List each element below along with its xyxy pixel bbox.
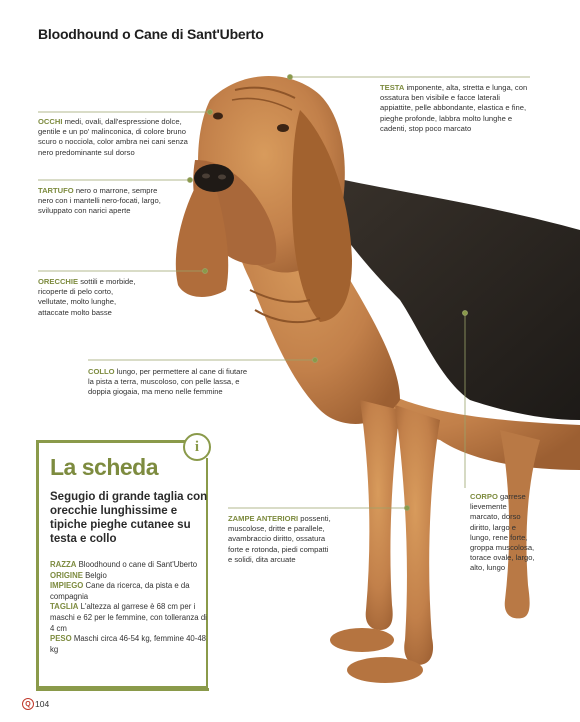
annotation-key: TARTUFO <box>38 186 74 195</box>
annotation-key: TESTA <box>380 83 405 92</box>
annotation-key: ORECCHIE <box>38 277 79 286</box>
annotation-text: imponente, alta, stretta e lunga, con ossatura ben visibile e facce laterali appiattite, pelle abbondante, elastica e fine, pieghe profonde, labbra molto lunghe e cadenti, stop poco marcato <box>380 83 528 133</box>
annotation-text: nero o marrone, sempre nero con i mantelli nero-focati, largo, sviluppato con narici aperte <box>38 186 161 216</box>
fact-impiego <box>50 581 208 602</box>
annotation-key: ZAMPE ANTERIORI <box>228 514 299 523</box>
fact-text: Maschi circa 46-54 kg, femmine 40-48 kg <box>50 634 207 654</box>
fact-key: PESO <box>50 634 72 644</box>
annotation-text: garrese lievemente marcato, dorso diritto, largo e lungo, rene forte, groppa muscolosa, torace ovale, largo, alto, lungo <box>470 492 535 573</box>
fact-peso <box>50 634 208 655</box>
fact-text: Cane da ricerca, da pista e da compagnia <box>50 581 190 601</box>
magazine-logo: Q <box>22 698 34 710</box>
annotation-key: OCCHI <box>38 117 63 126</box>
fact-key: RAZZA <box>50 560 77 569</box>
scheda-title: La scheda <box>50 454 158 480</box>
annotation-occhi <box>38 117 188 158</box>
fact-text: Belgio <box>82 570 107 580</box>
scheda-subtitle: Segugio di grande taglia con orecchie lunghissime e tipiche pieghe cutanee su testa e collo <box>50 491 208 545</box>
fact-text: L'altezza al garrese è 68 cm per i maschi e 62 per le femmine, con tolleranza di 4 cm <box>50 602 207 633</box>
fact-key: TAGLIA <box>50 602 79 612</box>
page-title: Bloodhound o Cane di Sant'Uberto <box>38 26 264 42</box>
page-number: 104 <box>35 699 50 709</box>
fact-key: ORIGINE <box>50 570 83 580</box>
fact-taglia <box>50 602 208 634</box>
scheda-facts <box>50 560 208 655</box>
annotation-collo <box>88 367 250 398</box>
annotation-key: CORPO <box>470 492 498 501</box>
info-icon: i <box>183 433 211 461</box>
card-border-bottom <box>36 686 208 688</box>
annotation-zampe-anteriori <box>228 514 334 565</box>
page-footer <box>22 698 49 710</box>
annotation-tartufo <box>38 186 170 217</box>
annotation-orecchie <box>38 277 138 318</box>
annotation-corpo <box>470 492 536 574</box>
fact-origine <box>50 571 208 582</box>
annotation-text: medi, ovali, dall'espressione dolce, gentile e un po' malinconica, di colore bruno scuro o nocciola, color ambra nei cani senza nero predominante sul dorso <box>38 117 188 157</box>
annotation-key: COLLO <box>88 367 115 376</box>
annotation-testa <box>380 83 530 134</box>
fact-razza <box>50 560 208 571</box>
fact-text: Bloodhound o cane di Sant'Uberto <box>76 560 198 569</box>
annotation-text: lungo, per permettere al cane di fiutare la pista a terra, muscoloso, con pelle lassa, e doppia giogaia, ma meno nelle femmine <box>88 367 248 397</box>
annotation-text: sottili e morbide, ricoperte di pelo corto, vellutate, molto lunghe, attaccate molto basse <box>38 277 136 317</box>
annotation-text: possenti, muscolose, dritte e parallele, avambraccio diritto, ossatura forte e rotonda, piedi compatti e solidi, dita arcuate <box>228 514 331 564</box>
fact-key: IMPIEGO <box>50 581 84 591</box>
